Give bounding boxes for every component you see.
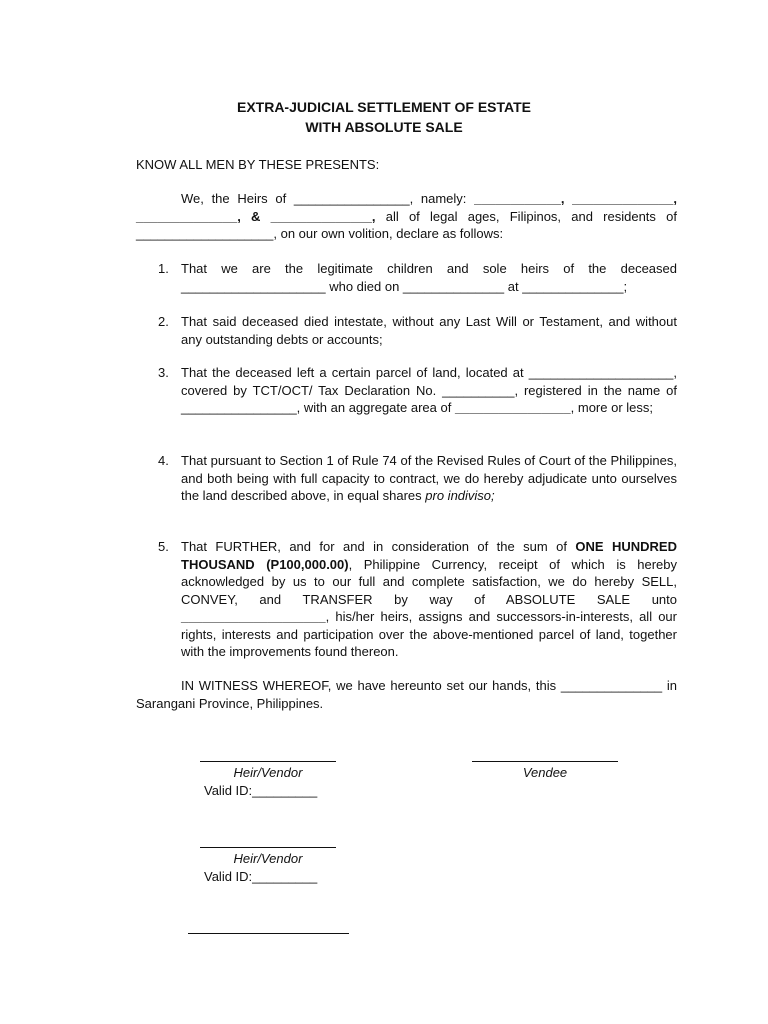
clause-text: [181, 452, 677, 505]
clause-number: 4.: [158, 453, 169, 468]
heir-vendor-signature-line-2: [200, 847, 336, 848]
clause-1: [158, 260, 677, 295]
consideration-amount: ONE HUNDRED THOUSAND (P100,000.00): [181, 539, 677, 572]
heir-names-blanks: ____________, ______________, ______________, & ______________,: [136, 191, 677, 224]
heir-vendor-label-2: Heir/Vendor: [233, 851, 303, 866]
clause-text: That said deceased died intestate, without any Last Will or Testament, and without any outstanding debts or accounts;: [181, 314, 677, 347]
document-title: [0, 97, 768, 137]
clause-text-part: , his/her heirs, assigns and successors-in-interests, all our rights, interests and participation over the above-mentioned parcel of land, together with the improvements found thereon.: [181, 609, 677, 659]
intro-text-2: all of legal ages, Filipinos, and residents of ___________________, on our own volition, declare as follows:: [136, 208, 677, 241]
area-blank: ________________: [454, 400, 571, 415]
clause-text: That we are the legitimate children and sole heirs of the deceased ____________________ who died on ______________ at ______________;: [181, 261, 677, 294]
title-line-1: EXTRA-JUDICIAL SETTLEMENT OF ESTATE: [236, 99, 531, 115]
vendee-name-blank: ____________________: [181, 609, 326, 624]
clause-number: 1.: [158, 261, 169, 276]
clause-text-part: That pursuant to Section 1 of Rule 74 of the Revised Rules of Court of the Philippines, and both being with full capacity to contract, we do hereby adjudicate unto ourselves the land described above, in equal shares: [181, 453, 677, 503]
additional-signature-line: [188, 933, 349, 934]
vendee-signature-line: [472, 761, 618, 762]
intro-text-1: We, the Heirs of ________________, namely:: [181, 191, 475, 206]
heir-vendor-signature-line-1: [200, 761, 336, 762]
clause-text-part: , more or less;: [570, 400, 653, 415]
clause-text: [181, 364, 677, 417]
clause-number: 3.: [158, 365, 169, 380]
intro-paragraph: [136, 190, 677, 243]
know-all-men-heading: KNOW ALL MEN BY THESE PRESENTS:: [136, 157, 380, 172]
valid-id-field-2: Valid ID:_________: [204, 869, 318, 884]
witness-paragraph: IN WITNESS WHEREOF, we have hereunto set our hands, this ______________ in Sarangani Province, Philippines.: [136, 678, 677, 711]
clause-text: [181, 538, 677, 661]
clause-text-part: That the deceased left a certain parcel of land, located at ____________________, covered by TCT/OCT/ Tax Declaration No. __________, registered in the name of ________________, with an aggregate area of: [181, 365, 677, 415]
clause-text-part: That FURTHER, and for and in consideration of the sum of: [181, 539, 576, 554]
heir-vendor-label-1: Heir/Vendor: [233, 765, 303, 780]
clause-3: [158, 364, 677, 417]
title-line-2: WITH ABSOLUTE SALE: [305, 119, 463, 135]
clause-text-part: , Philippine Currency, receipt of which is hereby acknowledged by us to our full and complete satisfaction, we do hereby SELL, CONVEY, and TRANSFER by way of ABSOLUTE SALE unto: [181, 556, 678, 607]
clause-number: 2.: [158, 314, 169, 329]
clause-number: 5.: [158, 539, 169, 554]
valid-id-field-1: Valid ID:_________: [204, 783, 318, 798]
vendee-label: Vendee: [522, 765, 568, 780]
clause-4: [158, 452, 677, 505]
pro-indiviso-text: pro indiviso;: [425, 488, 495, 503]
clause-5: [158, 538, 677, 661]
clause-2: [158, 313, 677, 348]
